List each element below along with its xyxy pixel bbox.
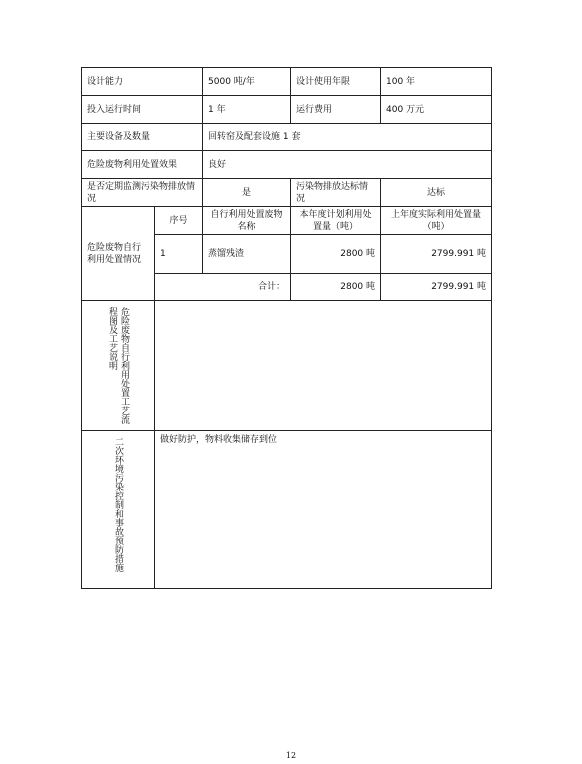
page-number: 12	[285, 751, 297, 760]
col-plan-header: 本年度计划利用处置量（吨）	[291, 207, 381, 235]
table-row	[82, 179, 492, 207]
operation-time-label: 投入运行时间	[82, 96, 203, 124]
table-row	[82, 207, 492, 235]
row1-name: 蒸馏残渣	[203, 235, 291, 274]
table-row	[82, 124, 492, 151]
total-label: 合计：	[155, 274, 291, 301]
operation-cost-value: 400 万元	[381, 96, 492, 124]
process-value	[155, 301, 492, 431]
table-row	[82, 151, 492, 179]
design-life-label: 设计使用年限	[291, 68, 381, 96]
compliance-value: 达标	[381, 179, 492, 207]
hazardous-waste-table	[81, 67, 492, 589]
table-row	[82, 96, 492, 124]
design-capacity-value: 5000 吨/年	[203, 68, 291, 96]
monitoring-value: 是	[203, 179, 291, 207]
secondary-label: 二次环境污染控制和事故预防措施	[113, 436, 123, 572]
self-disposal-label: 危险废物自行利用处置情况	[82, 207, 155, 301]
col-actual-header: 上年度实际利用处置量（吨）	[381, 207, 492, 235]
operation-time-value: 1 年	[203, 96, 291, 124]
design-life-value: 100 年	[381, 68, 492, 96]
secondary-value: 做好防护，物料收集储存到位	[155, 431, 492, 589]
secondary-label-cell	[82, 431, 155, 589]
effect-label: 危险废物利用处置效果	[82, 151, 203, 179]
equipment-label: 主要设备及数量	[82, 124, 203, 151]
design-capacity-label: 设计能力	[82, 68, 203, 96]
col-seq-header: 序号	[155, 207, 203, 235]
row1-plan: 2800 吨	[291, 235, 381, 274]
table-row	[82, 431, 492, 589]
row1-seq: 1	[155, 235, 203, 274]
operation-cost-label: 运行费用	[291, 96, 381, 124]
row1-actual: 2799.991 吨	[381, 235, 492, 274]
table-row	[82, 68, 492, 96]
monitoring-label: 是否定期监测污染物排放情况	[82, 179, 203, 207]
compliance-label: 污染物排放达标情况	[291, 179, 381, 207]
process-label-cell	[82, 301, 155, 431]
col-name-header: 自行利用处置废物名称	[203, 207, 291, 235]
total-plan: 2800 吨	[291, 274, 381, 301]
equipment-value: 回转窑及配套设施 1 套	[203, 124, 492, 151]
table-row	[82, 301, 492, 431]
process-label: 危险废物自行利用处置工艺流程图及工艺说明	[107, 306, 129, 424]
effect-value: 良好	[203, 151, 492, 179]
total-actual: 2799.991 吨	[381, 274, 492, 301]
